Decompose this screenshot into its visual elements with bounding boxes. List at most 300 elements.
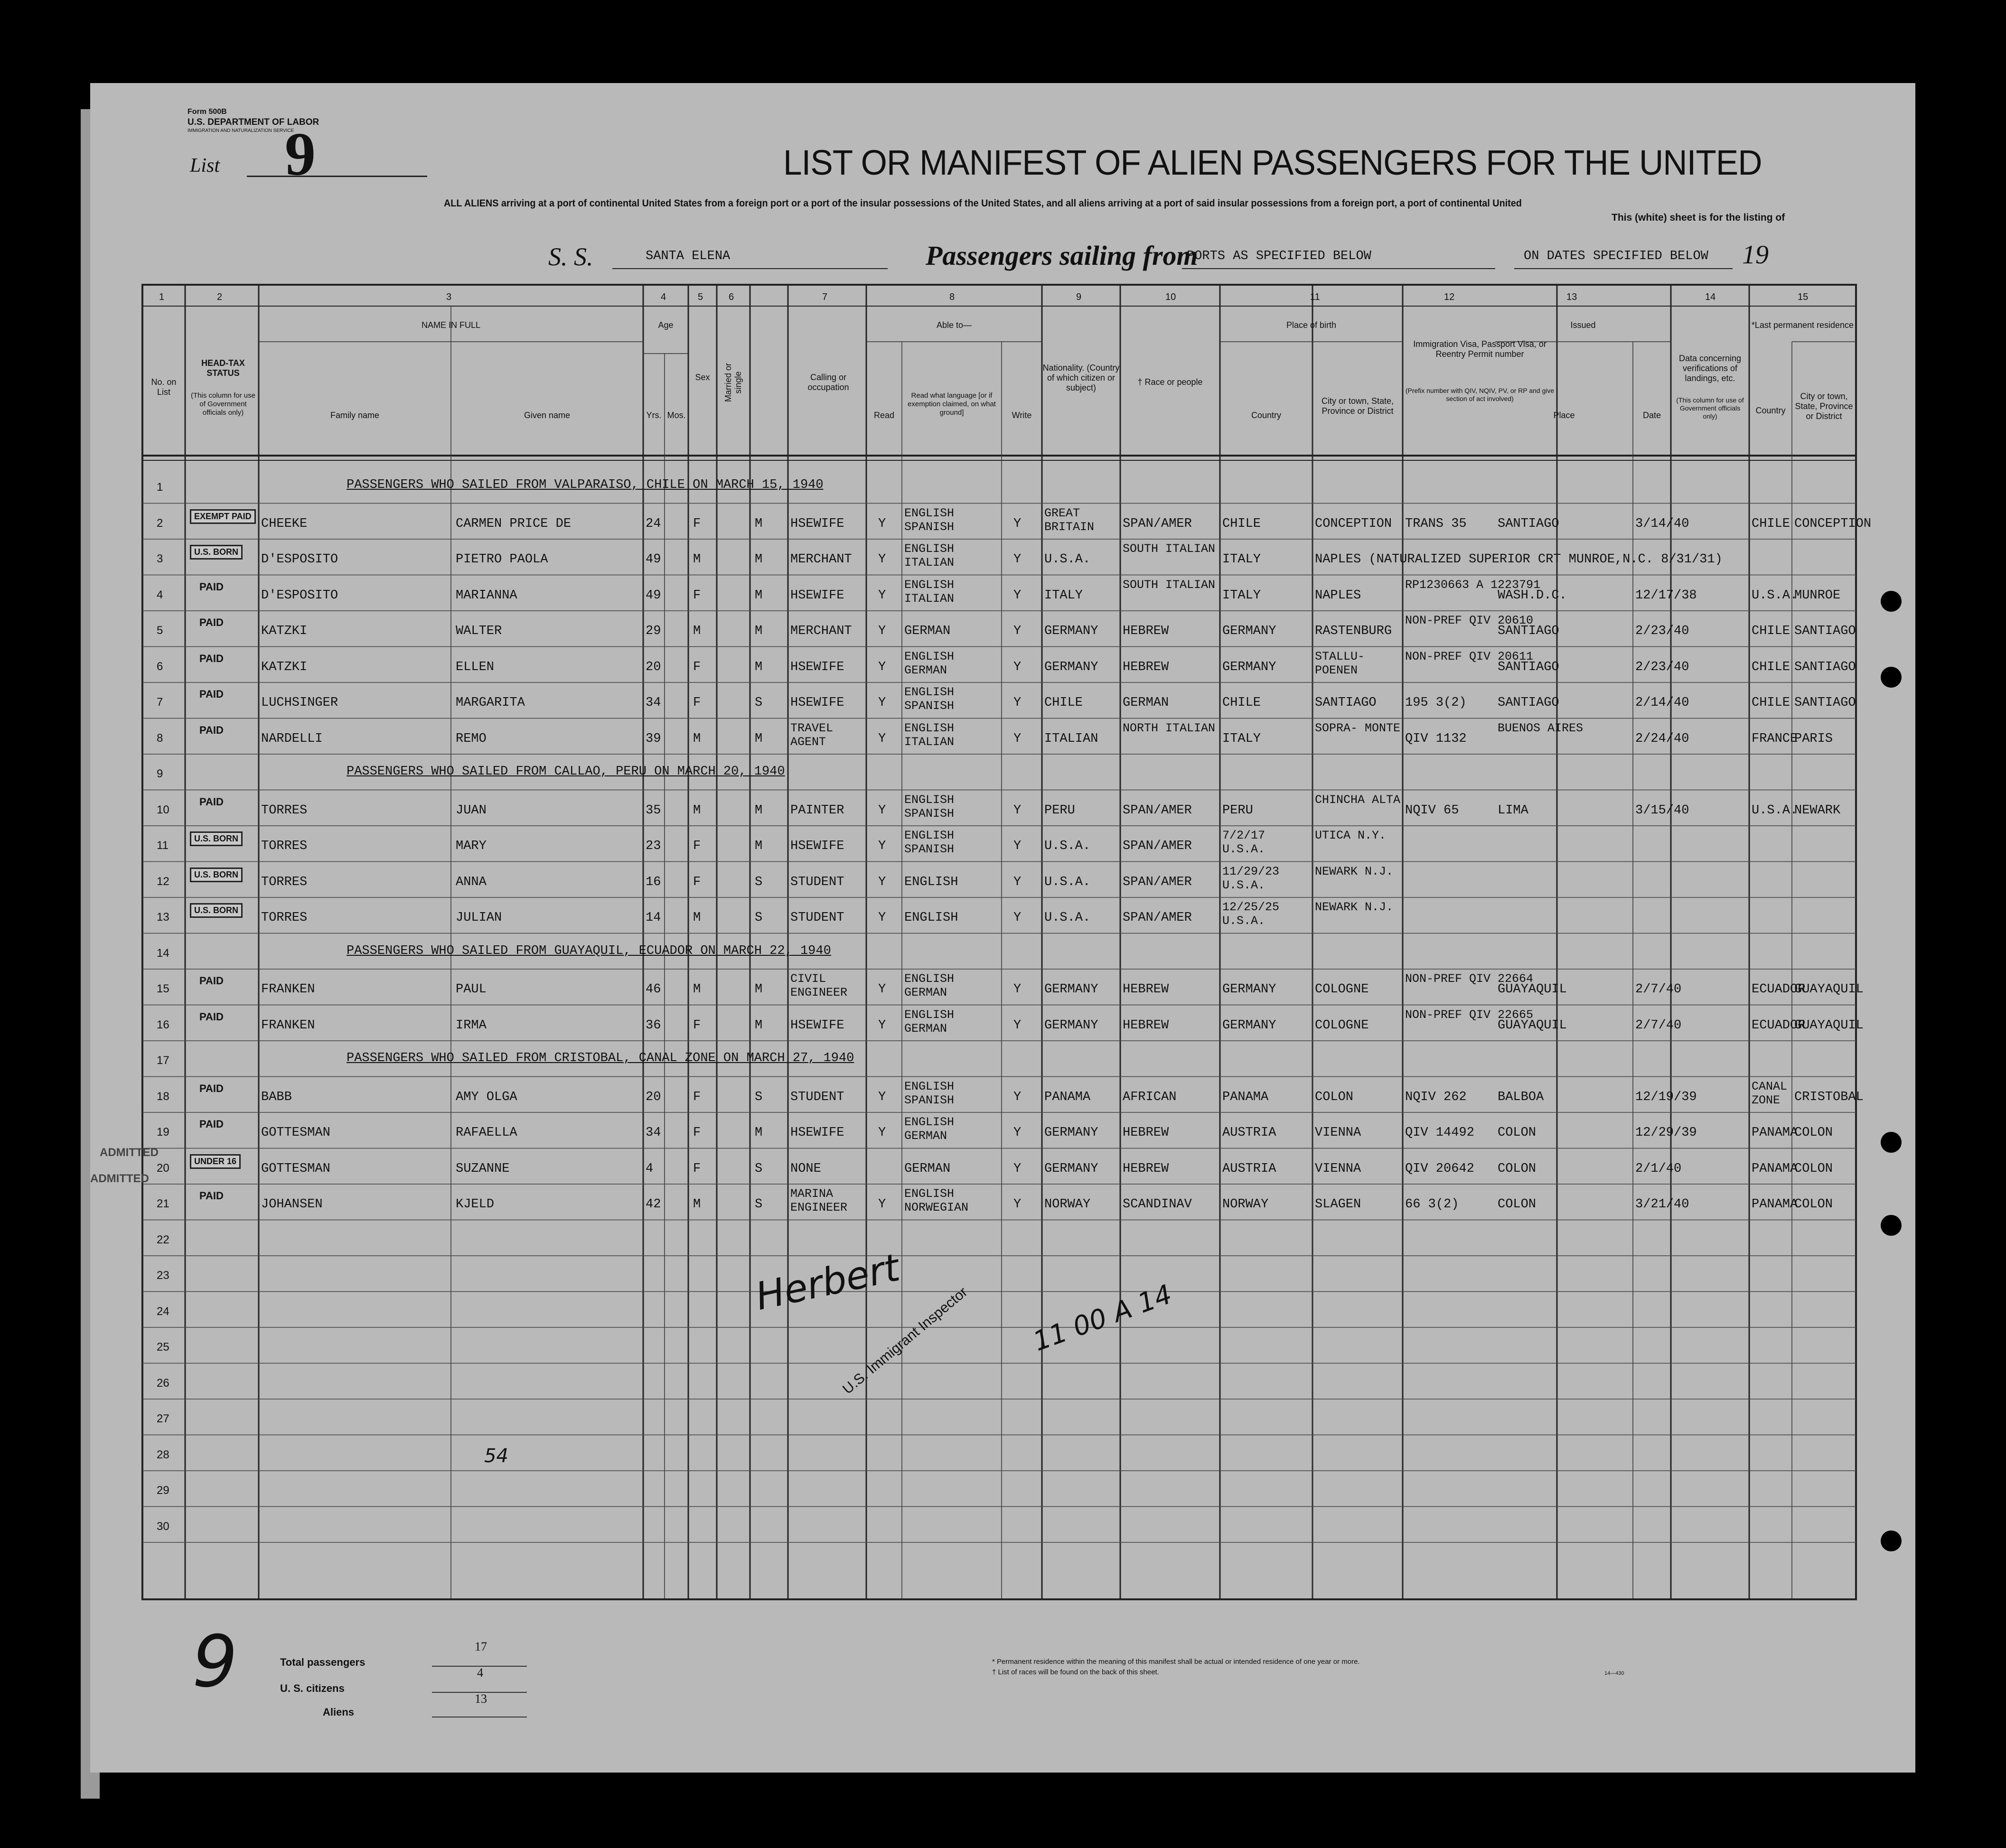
section-heading: PASSENGERS WHO SAILED FROM GUAYAQUIL, ECUADOR ON MARCH 22, 1940 (347, 943, 831, 958)
residence-country: ECUADOR (1752, 1018, 1806, 1033)
marital-status: S (755, 911, 763, 925)
row-number: 23 (157, 1269, 169, 1282)
birth-city: CHINCHA ALTA (1315, 793, 1401, 807)
age-years: 36 (646, 1018, 661, 1033)
residence-city: COLON (1794, 1161, 1833, 1176)
issued-place: GUAYAQUIL (1498, 982, 1567, 997)
write: Y (1013, 1090, 1022, 1104)
total-passengers-value: 17 (475, 1640, 487, 1653)
us-citizens-value: 4 (477, 1666, 483, 1680)
issued-place: SANTIAGO (1498, 516, 1559, 531)
nationality: NORWAY (1044, 1197, 1091, 1212)
birth-country: GERMANY (1222, 624, 1276, 638)
age-years: 4 (646, 1161, 654, 1176)
aliens-value: 13 (475, 1692, 487, 1706)
marital-status: M (755, 624, 763, 638)
occupation: HSEWIFE (790, 839, 844, 853)
inspector-title: U.S. Immigrant Inspector (840, 1284, 971, 1398)
family-name: D'ESPOSITO (261, 588, 338, 603)
header-visa-note: (Prefix number with QIV, NQIV, PV, or RP and give section of act involved) (1405, 387, 1555, 402)
sex: M (693, 731, 701, 746)
visa-number: QIV 14492 (1405, 1126, 1474, 1140)
issued-place: SANTIAGO (1498, 660, 1559, 674)
birth-country: ITALY (1222, 731, 1261, 746)
row-number: 11 (157, 839, 169, 852)
column-number: 2 (217, 292, 223, 302)
age-years: 35 (646, 803, 661, 818)
footnote-2: † List of races will be found on the back of this sheet. (992, 1668, 1159, 1676)
write: Y (1013, 1126, 1022, 1140)
head-tax-status: PAID (199, 1190, 224, 1202)
birth-city: NEWARK N.J. (1315, 864, 1394, 878)
residence-city: NEWARK (1794, 803, 1841, 818)
header-landings: Data concerning verifications of landings, etc. (1678, 354, 1742, 383)
birth-country: GERMANY (1222, 1018, 1276, 1033)
row-number: 12 (157, 875, 169, 888)
header-family-name: Family name (330, 411, 380, 420)
sex: M (693, 911, 701, 925)
head-tax-status: U.S. BORN (190, 868, 243, 882)
row-number: 4 (157, 588, 163, 601)
residence-country: CHILE (1752, 624, 1790, 638)
race: SPAN/AMER (1123, 803, 1192, 818)
age-years: 24 (646, 516, 661, 531)
nationality: PANAMA (1044, 1090, 1091, 1104)
issued-date: 2/1/40 (1635, 1161, 1682, 1176)
read: Y (878, 1090, 886, 1104)
birth-country: NORWAY (1222, 1197, 1269, 1212)
header-issued: Issued (1570, 320, 1596, 330)
age-years: 46 (646, 982, 661, 997)
family-name: KATZKI (261, 624, 308, 638)
head-tax-status: U.S. BORN (190, 545, 243, 560)
read-language: ENGLISH GERMAN (904, 649, 955, 677)
birth-country: ITALY (1222, 588, 1261, 603)
issued-place: SANTIAGO (1498, 696, 1559, 710)
read-language: GERMAN (904, 1161, 951, 1176)
read-language: ENGLISH ITALIAN (904, 542, 955, 569)
given-name: ELLEN (456, 660, 495, 674)
birth-city: RASTENBURG (1315, 624, 1392, 638)
residence-city: CRISTOBAL (1794, 1090, 1864, 1104)
race: SCANDINAV (1123, 1197, 1192, 1212)
residence-city: SANTIAGO (1794, 696, 1856, 710)
row-number: 30 (157, 1520, 169, 1533)
column-number: 6 (729, 292, 734, 302)
birth-city: COLOGNE (1315, 1018, 1369, 1033)
read: Y (878, 1126, 886, 1140)
write: Y (1013, 731, 1022, 746)
race: NORTH ITALIAN (1123, 721, 1216, 735)
manifest-sheet (90, 83, 1915, 1773)
read-language: ENGLISH GERMAN (904, 1115, 955, 1143)
nationality: U.S.A. (1044, 911, 1091, 925)
residence-country: PANAMA (1752, 1126, 1798, 1140)
issued-date: 2/24/40 (1635, 731, 1689, 746)
birth-country: PERU (1222, 803, 1253, 818)
given-name: IRMA (456, 1018, 487, 1033)
given-name: MARY (456, 839, 487, 853)
birth-country: 12/25/25 U.S.A. (1222, 900, 1280, 928)
family-name: TORRES (261, 839, 308, 853)
row-number: 26 (157, 1376, 169, 1390)
birth-country: 7/2/17 U.S.A. (1222, 829, 1265, 856)
write: Y (1013, 1018, 1022, 1033)
row-number: 17 (157, 1054, 169, 1067)
sex: F (693, 839, 701, 853)
nationality: GERMANY (1044, 660, 1098, 674)
nationality: U.S.A. (1044, 875, 1091, 889)
race: HEBREW (1123, 1126, 1169, 1140)
ship-name: SANTA ELENA (646, 249, 731, 263)
marital-status: S (755, 875, 763, 889)
sex: F (693, 875, 701, 889)
head-tax-status: U.S. BORN (190, 831, 243, 846)
visa-number: NON-PREF QIV 20611 (1405, 649, 1534, 663)
birth-city: SANTIAGO (1315, 696, 1377, 710)
issued-date: 2/14/40 (1635, 696, 1689, 710)
row-number: 21 (157, 1197, 169, 1210)
write: Y (1013, 660, 1022, 674)
header-given-name: Given name (524, 411, 571, 420)
head-tax-status: PAID (199, 616, 224, 628)
occupation: PAINTER (790, 803, 844, 818)
read-language: ENGLISH ITALIAN (904, 721, 955, 749)
occupation: STUDENT (790, 1090, 844, 1104)
read-language: ENGLISH (904, 875, 958, 889)
marital-status: M (755, 516, 763, 531)
age-years: 14 (646, 911, 661, 925)
admitted-stamp-1: ADMITTED (100, 1146, 159, 1159)
family-name: TORRES (261, 875, 308, 889)
head-tax-status: EXEMPT PAID (190, 509, 256, 524)
visa-number: NON-PREF QIV 22665 (1405, 1008, 1534, 1022)
header-visa: Immigration Visa, Passport Visa, or Reentry Permit number (1413, 339, 1547, 359)
column-number: 12 (1444, 292, 1455, 302)
head-tax-status: PAID (199, 580, 224, 593)
occupation: HSEWIFE (790, 588, 844, 603)
time-stamp: 11 00 A 14 (1029, 1279, 1176, 1358)
visa-number: RP1230663 A 1223791 (1405, 578, 1541, 592)
family-name: CHEEKE (261, 516, 308, 531)
head-tax-status: UNDER 16 (190, 1154, 241, 1169)
occupation: HSEWIFE (790, 696, 844, 710)
given-name: AMY OLGA (456, 1090, 517, 1104)
row-number: 20 (157, 1161, 169, 1175)
visa-number: NQIV 262 (1405, 1090, 1467, 1104)
margin-number: 9 (192, 1621, 238, 1703)
marital-status: S (755, 1090, 763, 1104)
family-name: FRANKEN (261, 982, 315, 997)
row-number: 7 (157, 696, 163, 709)
residence-city: SANTIAGO (1794, 660, 1856, 674)
header-age: Age (658, 320, 674, 330)
nationality: GERMANY (1044, 1126, 1098, 1140)
age-years: 49 (646, 588, 661, 603)
marital-status: M (755, 660, 763, 674)
header-place-of-birth: Place of birth (1286, 320, 1337, 330)
binder-hole (1881, 1531, 1902, 1551)
nationality: CHILE (1044, 696, 1083, 710)
sex: M (693, 624, 701, 638)
family-name: JOHANSEN (261, 1197, 323, 1212)
nationality: ITALY (1044, 588, 1083, 603)
column-number: 3 (446, 292, 452, 302)
inspector-signature: Herbert (751, 1245, 903, 1319)
read-language: GERMAN (904, 624, 951, 638)
sex: F (693, 588, 701, 603)
row-number: 8 (157, 731, 163, 745)
nationality: GERMANY (1044, 624, 1098, 638)
given-name: SUZANNE (456, 1161, 510, 1176)
race: HEBREW (1123, 1018, 1169, 1033)
read: Y (878, 624, 886, 638)
issued-place: BALBOA (1498, 1090, 1544, 1104)
row-number: 27 (157, 1412, 169, 1425)
column-number: 7 (822, 292, 828, 302)
read-language: ENGLISH GERMAN (904, 1008, 955, 1036)
read-language: ENGLISH SPANISH (904, 506, 955, 534)
residence-country: FRANCE (1752, 731, 1798, 746)
residence-country: ECUADOR (1752, 982, 1806, 997)
race: HEBREW (1123, 982, 1169, 997)
family-name: GOTTESMAN (261, 1126, 330, 1140)
column-number: 15 (1798, 292, 1809, 302)
family-name: LUCHSINGER (261, 696, 338, 710)
race: SPAN/AMER (1123, 875, 1192, 889)
marital-status: M (755, 982, 763, 997)
given-name: PAUL (456, 982, 487, 997)
race: SPAN/AMER (1123, 839, 1192, 853)
header-head-tax: HEAD-TAX STATUS (201, 358, 245, 378)
write: Y (1013, 911, 1022, 925)
read-language: ENGLISH SPANISH (904, 685, 955, 713)
given-name: MARIANNA (456, 588, 517, 603)
race: HEBREW (1123, 1161, 1169, 1176)
visa-number: QIV 1132 (1405, 731, 1467, 746)
list-number: 9 (285, 120, 316, 188)
issued-date: 2/7/40 (1635, 982, 1682, 997)
residence-city: SANTIAGO (1794, 624, 1856, 638)
write: Y (1013, 803, 1022, 818)
residence-city: PARIS (1794, 731, 1833, 746)
issued-place: BUENOS AIRES (1498, 721, 1584, 735)
issued-place: SANTIAGO (1498, 624, 1559, 638)
residence-country: CHILE (1752, 696, 1790, 710)
write: Y (1013, 875, 1022, 889)
visa-number: TRANS 35 (1405, 516, 1467, 531)
visa-number: NON-PREF QIV 20610 (1405, 614, 1534, 627)
given-name: WALTER (456, 624, 502, 638)
occupation: HSEWIFE (790, 516, 844, 531)
residence-city: COLON (1794, 1197, 1833, 1212)
marital-status: S (755, 1161, 763, 1176)
row-number: 13 (157, 911, 169, 924)
issued-date: 3/21/40 (1635, 1197, 1689, 1212)
occupation: STUDENT (790, 875, 844, 889)
read: Y (878, 516, 886, 531)
column-number: 4 (661, 292, 666, 302)
race: SOUTH ITALIAN (1123, 578, 1216, 592)
column-number: 8 (949, 292, 955, 302)
year-label: 19 (1742, 240, 1769, 270)
head-tax-status: PAID (199, 1118, 224, 1130)
visa-number: NON-PREF QIV 22664 (1405, 972, 1534, 986)
family-name: NARDELLI (261, 731, 323, 746)
write: Y (1013, 1161, 1022, 1176)
family-name: TORRES (261, 911, 308, 925)
family-name: GOTTESMAN (261, 1161, 330, 1176)
occupation: MERCHANT (790, 624, 852, 638)
row-number: 18 (157, 1090, 169, 1103)
nationality: GREAT BRITAIN (1044, 506, 1095, 534)
header-head-tax-note: (This column for use of Government officials only) (191, 392, 255, 417)
header-nationality: Nationality. (Country of which citizen or subject) (1042, 363, 1120, 392)
read: Y (878, 911, 886, 925)
given-name: MARGARITA (456, 696, 525, 710)
totals-rule-1 (432, 1666, 527, 1667)
nationality: GERMANY (1044, 1161, 1098, 1176)
header-write: Write (1012, 411, 1032, 420)
occupation: MARINA ENGINEER (790, 1187, 848, 1214)
marital-status: M (755, 803, 763, 818)
section-heading: PASSENGERS WHO SAILED FROM CALLAO, PERU ON MARCH 20, 1940 (347, 765, 785, 779)
nationality: U.S.A. (1044, 839, 1091, 853)
admitted-stamp-2: ADMITTED (90, 1172, 149, 1185)
service: IMMIGRATION AND NATURALIZATION SERVICE (187, 128, 294, 133)
nationality: GERMANY (1044, 1018, 1098, 1033)
age-years: 29 (646, 624, 661, 638)
birth-country: AUSTRIA (1222, 1161, 1276, 1176)
row-number: 2 (157, 516, 163, 530)
header-calling: Calling or occupation (807, 373, 849, 392)
section-heading: PASSENGERS WHO SAILED FROM CRISTOBAL, CANAL ZONE ON MARCH 27, 1940 (347, 1051, 854, 1065)
write: Y (1013, 516, 1022, 531)
race: HEBREW (1123, 660, 1169, 674)
head-tax-status: PAID (199, 688, 224, 700)
read-language: ENGLISH (904, 911, 958, 925)
residence-city: CONCEPTION (1794, 516, 1872, 531)
birth-country: CHILE (1222, 696, 1261, 710)
read: Y (878, 552, 886, 567)
occupation: NONE (790, 1161, 821, 1176)
given-name: JULIAN (456, 911, 502, 925)
header-no-on-list: No. on List (151, 377, 177, 397)
row-number: 3 (157, 552, 163, 565)
issued-place: COLON (1498, 1161, 1537, 1176)
issued-date: 12/19/39 (1635, 1090, 1697, 1104)
age-years: 20 (646, 660, 661, 674)
head-tax-status: PAID (199, 724, 224, 736)
read: Y (878, 839, 886, 853)
row-number: 25 (157, 1341, 169, 1353)
given-name: PIETRO PAOLA (456, 552, 548, 567)
write: Y (1013, 588, 1022, 603)
form-number: Form 500B (187, 108, 227, 116)
race: SOUTH ITALIAN (1123, 542, 1216, 556)
race: GERMAN (1123, 696, 1169, 710)
header-race: † Race or people (1137, 377, 1203, 387)
nationality: GERMANY (1044, 982, 1098, 997)
manifest-title: LIST OR MANIFEST OF ALIEN PASSENGERS FOR THE UNITED (783, 143, 1762, 182)
residence-country: U.S.A. (1752, 803, 1798, 818)
header-name-in-full: NAME IN FULL (421, 320, 481, 330)
issued-date: 12/17/38 (1635, 588, 1697, 603)
occupation: CIVIL ENGINEER (790, 972, 848, 999)
birth-country: GERMANY (1222, 660, 1276, 674)
header-birth-city: City or town, State, Province or District (1321, 396, 1394, 416)
sex: M (693, 1197, 701, 1212)
manifest-subtitle-2: This (white) sheet is for the listing of (1612, 212, 1785, 223)
column-number: 10 (1165, 292, 1176, 302)
birth-city: VIENNA (1315, 1126, 1361, 1140)
marital-status: M (755, 1126, 763, 1140)
family-name: FRANKEN (261, 1018, 315, 1033)
sex: F (693, 1018, 701, 1033)
row-number: 9 (157, 767, 163, 780)
read: Y (878, 1197, 886, 1212)
column-number: 11 (1310, 292, 1320, 302)
age-years: 49 (646, 552, 661, 567)
visa-number: 195 3(2) (1405, 696, 1467, 710)
given-name: CARMEN PRICE DE (456, 516, 572, 531)
visa-number: 66 3(2) (1405, 1197, 1459, 1212)
sex: F (693, 696, 701, 710)
birth-city: NEWARK N.J. (1315, 900, 1394, 914)
sex: M (693, 803, 701, 818)
header-landings-note: (This column for use of Government officials only) (1676, 396, 1744, 420)
read: Y (878, 875, 886, 889)
family-name: TORRES (261, 803, 308, 818)
totals-rule-2 (432, 1692, 527, 1693)
nationality: PERU (1044, 803, 1075, 818)
header-last-residence: *Last permanent residence (1751, 320, 1854, 330)
race: AFRICAN (1123, 1090, 1177, 1104)
issued-place: COLON (1498, 1197, 1537, 1212)
header-residence-city: City or town, State, Province or District (1795, 392, 1853, 421)
head-tax-status: PAID (199, 795, 224, 808)
race: SPAN/AMER (1123, 911, 1192, 925)
header-sex: Sex (695, 373, 710, 382)
dates-value: ON DATES SPECIFIED BELOW (1524, 249, 1708, 263)
read-language: ENGLISH SPANISH (904, 793, 955, 821)
given-name: REMO (456, 731, 487, 746)
page-note: 54 (484, 1445, 508, 1467)
race: HEBREW (1123, 624, 1169, 638)
row-number: 24 (157, 1305, 169, 1318)
us-citizens-label: U. S. citizens (280, 1682, 345, 1694)
header-residence-country: Country (1755, 406, 1786, 415)
visa-number: QIV 20642 (1405, 1161, 1474, 1176)
header-read: Read (873, 411, 895, 420)
head-tax-status: PAID (199, 1010, 224, 1023)
age-years: 42 (646, 1197, 661, 1212)
birth-city: UTICA N.Y. (1315, 829, 1387, 842)
issued-place: GUAYAQUIL (1498, 1018, 1567, 1033)
sailing-label: Passengers sailing from (926, 240, 1198, 271)
department: U.S. DEPARTMENT OF LABOR (187, 117, 319, 127)
birth-city: STALLU- POENEN (1315, 649, 1365, 677)
age-years: 34 (646, 696, 661, 710)
age-years: 23 (646, 839, 661, 853)
read-language: ENGLISH NORWEGIAN (904, 1187, 969, 1214)
given-name: JUAN (456, 803, 487, 818)
occupation: MERCHANT (790, 552, 852, 567)
read: Y (878, 803, 886, 818)
header-mos: Mos. (667, 411, 686, 420)
birth-city: NAPLES (NATURALIZED SUPERIOR CRT MUNROE,N.C. 8/31/31) (1315, 552, 1723, 567)
birth-country: ITALY (1222, 552, 1261, 567)
